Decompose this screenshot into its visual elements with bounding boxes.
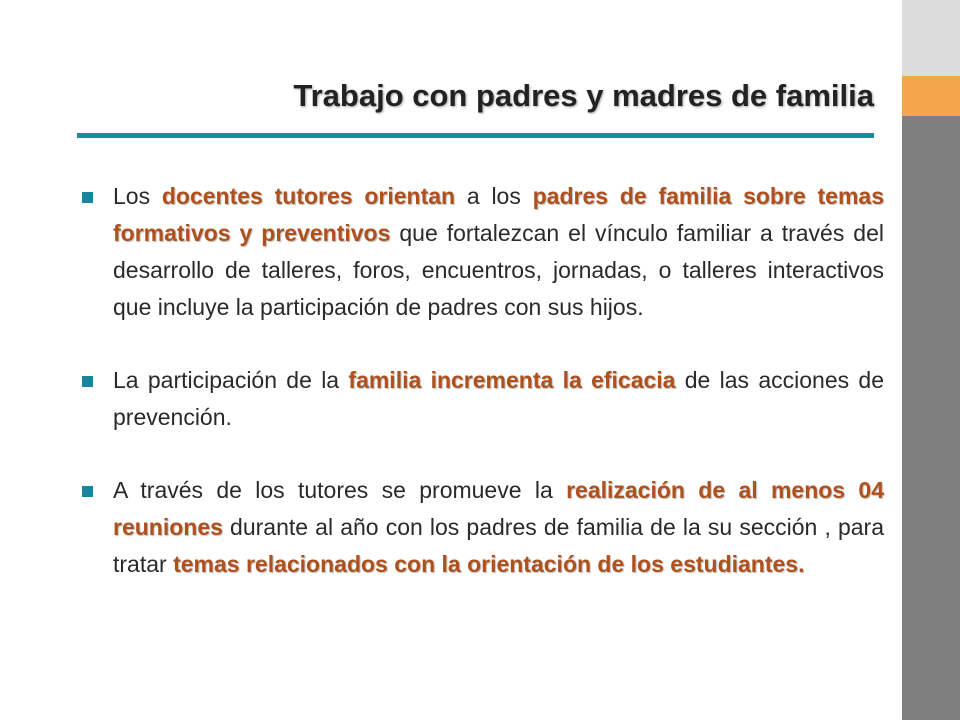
side-panel-dark — [902, 116, 960, 720]
bullet-text: La participación de la — [113, 367, 349, 393]
bullet-highlight: padres de familia sobre temas formativos y preventivos — [113, 183, 884, 246]
bullet-highlight: docentes tutores orientan — [161, 183, 456, 209]
bullet-text: de las acciones de prevención. — [113, 367, 885, 430]
bullet-text: a los — [455, 183, 533, 209]
square-bullet-icon — [82, 486, 93, 497]
side-panel-accent — [902, 76, 960, 116]
bullet-item-family-participation — [76, 362, 884, 436]
square-bullet-icon — [82, 192, 93, 203]
bullet-text: durante al año con los padres de familia de la su sección , para tratar — [113, 514, 884, 577]
bullet-text: Los — [113, 183, 162, 209]
title-rule — [77, 133, 874, 138]
bullet-highlight: realización de al menos 04 reuniones — [113, 477, 885, 540]
bullet-list — [76, 178, 884, 583]
side-panel-light — [902, 0, 960, 76]
bullet-highlight: temas relacionados con la orientación de los estudiantes. — [173, 551, 805, 577]
square-bullet-icon — [82, 376, 93, 387]
bullet-item-tutors-guide-parents — [76, 178, 884, 326]
slide-title: Trabajo con padres y madres de familia — [293, 78, 874, 113]
bullet-item-parent-meetings — [76, 472, 884, 583]
bullet-highlight: familia incrementa la eficacia — [348, 367, 676, 393]
bullet-text: que fortalezcan el vínculo familiar a través del desarrollo de talleres, foros, encuentros, jornadas, o talleres interactivos que incluye la participación de padres con sus hijos. — [113, 220, 884, 320]
bullet-text: A través de los tutores se promueve la — [113, 477, 567, 503]
